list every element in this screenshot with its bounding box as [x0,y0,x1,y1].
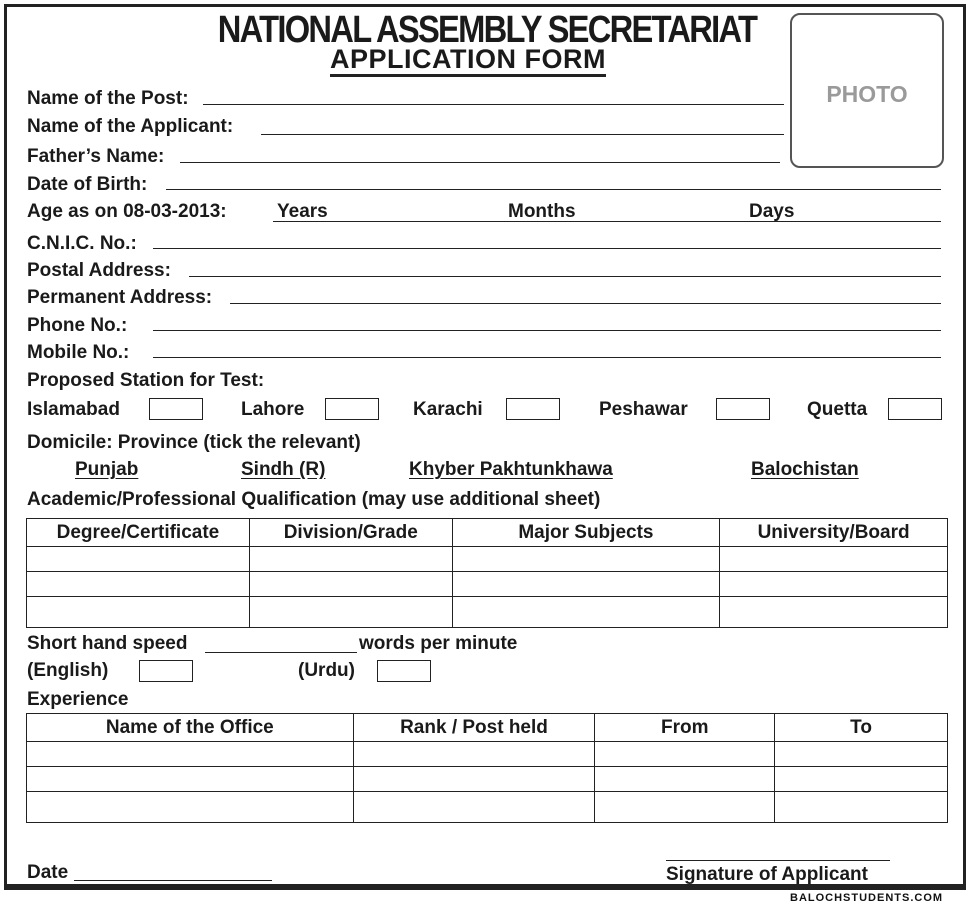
experience-col-to: To [775,714,948,742]
table-cell[interactable] [595,792,775,823]
table-row [27,792,948,823]
station-quetta-checkbox[interactable] [888,398,942,420]
table-row [27,547,948,572]
experience-header-row [27,714,948,742]
experience-table [26,713,948,823]
table-cell[interactable] [720,572,948,597]
table-cell[interactable] [452,547,720,572]
table-row [27,597,948,628]
dob-field[interactable] [166,189,941,190]
academic-col-division: Division/Grade [249,519,452,547]
academic-header-row [27,519,948,547]
table-cell[interactable] [27,597,250,628]
watermark: BALOCHSTUDENTS.COM [790,892,944,904]
photo-label: PHOTO [826,81,908,107]
table-cell[interactable] [27,742,354,767]
station-label: Proposed Station for Test: [27,370,265,391]
father-field[interactable] [180,162,780,163]
experience-col-rank: Rank / Post held [353,714,595,742]
table-cell[interactable] [720,547,948,572]
station-peshawar-label: Peshawar [599,399,688,420]
station-islamabad-label: Islamabad [27,399,120,420]
station-quetta-label: Quetta [807,399,868,420]
signature-line[interactable] [666,860,890,861]
experience-col-office: Name of the Office [27,714,354,742]
station-karachi-label: Karachi [413,399,483,420]
post-label: Name of the Post: [27,88,189,109]
postal-address-field[interactable] [189,276,941,277]
table-cell[interactable] [27,547,250,572]
academic-col-degree: Degree/Certificate [27,519,250,547]
table-cell[interactable] [249,547,452,572]
table-cell[interactable] [452,572,720,597]
table-row [27,742,948,767]
shorthand-urdu-label: (Urdu) [298,660,355,681]
phone-label: Phone No.: [27,315,128,336]
date-label: Date [27,862,69,883]
shorthand-speed-field[interactable] [205,652,357,653]
station-peshawar-checkbox[interactable] [716,398,770,420]
domicile-sindh[interactable]: Sindh (R) [241,459,326,480]
station-islamabad-checkbox[interactable] [149,398,203,420]
academic-label: Academic/Professional Qualification (may use additional sheet) [27,489,601,510]
domicile-punjab[interactable]: Punjab [75,459,139,480]
signature-label: Signature of Applicant [666,864,868,885]
table-cell[interactable] [775,792,948,823]
age-years-label: Years [277,201,328,222]
table-cell[interactable] [249,597,452,628]
station-karachi-checkbox[interactable] [506,398,560,420]
domicile-label: Domicile: Province (tick the relevant) [27,432,361,453]
table-cell[interactable] [775,767,948,792]
date-field[interactable] [74,880,272,881]
mobile-field[interactable] [153,357,941,358]
applicant-field[interactable] [261,134,784,135]
shorthand-english-box[interactable] [139,660,193,682]
table-cell[interactable] [720,597,948,628]
post-field[interactable] [203,104,784,105]
father-label: Father’s Name: [27,146,165,167]
table-cell[interactable] [353,742,595,767]
form-subtitle: APPLICATION FORM [330,44,606,77]
permanent-address-field[interactable] [230,303,941,304]
mobile-label: Mobile No.: [27,342,130,363]
age-label: Age as on 08-03-2013: [27,201,227,222]
shorthand-label: Short hand speed [27,633,188,654]
shorthand-suffix: words per minute [359,633,518,654]
form-title: NATIONAL ASSEMBLY SECRETARIAT [217,9,757,51]
domicile-balochistan[interactable]: Balochistan [751,459,859,480]
table-cell[interactable] [27,792,354,823]
photo-box[interactable] [790,13,944,168]
academic-col-university: University/Board [720,519,948,547]
experience-label: Experience [27,689,129,710]
cnic-label: C.N.I.C. No.: [27,233,137,254]
table-cell[interactable] [27,767,354,792]
dob-label: Date of Birth: [27,174,148,195]
age-field[interactable] [273,221,941,222]
table-cell[interactable] [353,767,595,792]
table-cell[interactable] [27,572,250,597]
academic-col-subjects: Major Subjects [452,519,720,547]
phone-field[interactable] [153,330,941,331]
domicile-kpk[interactable]: Khyber Pakhtunkhawa [409,459,613,480]
table-row [27,767,948,792]
table-cell[interactable] [775,742,948,767]
table-row [27,572,948,597]
station-lahore-label: Lahore [241,399,305,420]
table-cell[interactable] [595,742,775,767]
postal-address-label: Postal Address: [27,260,171,281]
age-days-label: Days [749,201,795,222]
station-lahore-checkbox[interactable] [325,398,379,420]
table-cell[interactable] [249,572,452,597]
permanent-address-label: Permanent Address: [27,287,213,308]
table-cell[interactable] [452,597,720,628]
shorthand-english-label: (English) [27,660,109,681]
age-months-label: Months [508,201,576,222]
table-cell[interactable] [595,767,775,792]
table-cell[interactable] [353,792,595,823]
experience-col-from: From [595,714,775,742]
shorthand-urdu-box[interactable] [377,660,431,682]
cnic-field[interactable] [153,248,941,249]
applicant-label: Name of the Applicant: [27,116,234,137]
academic-table [26,518,948,628]
